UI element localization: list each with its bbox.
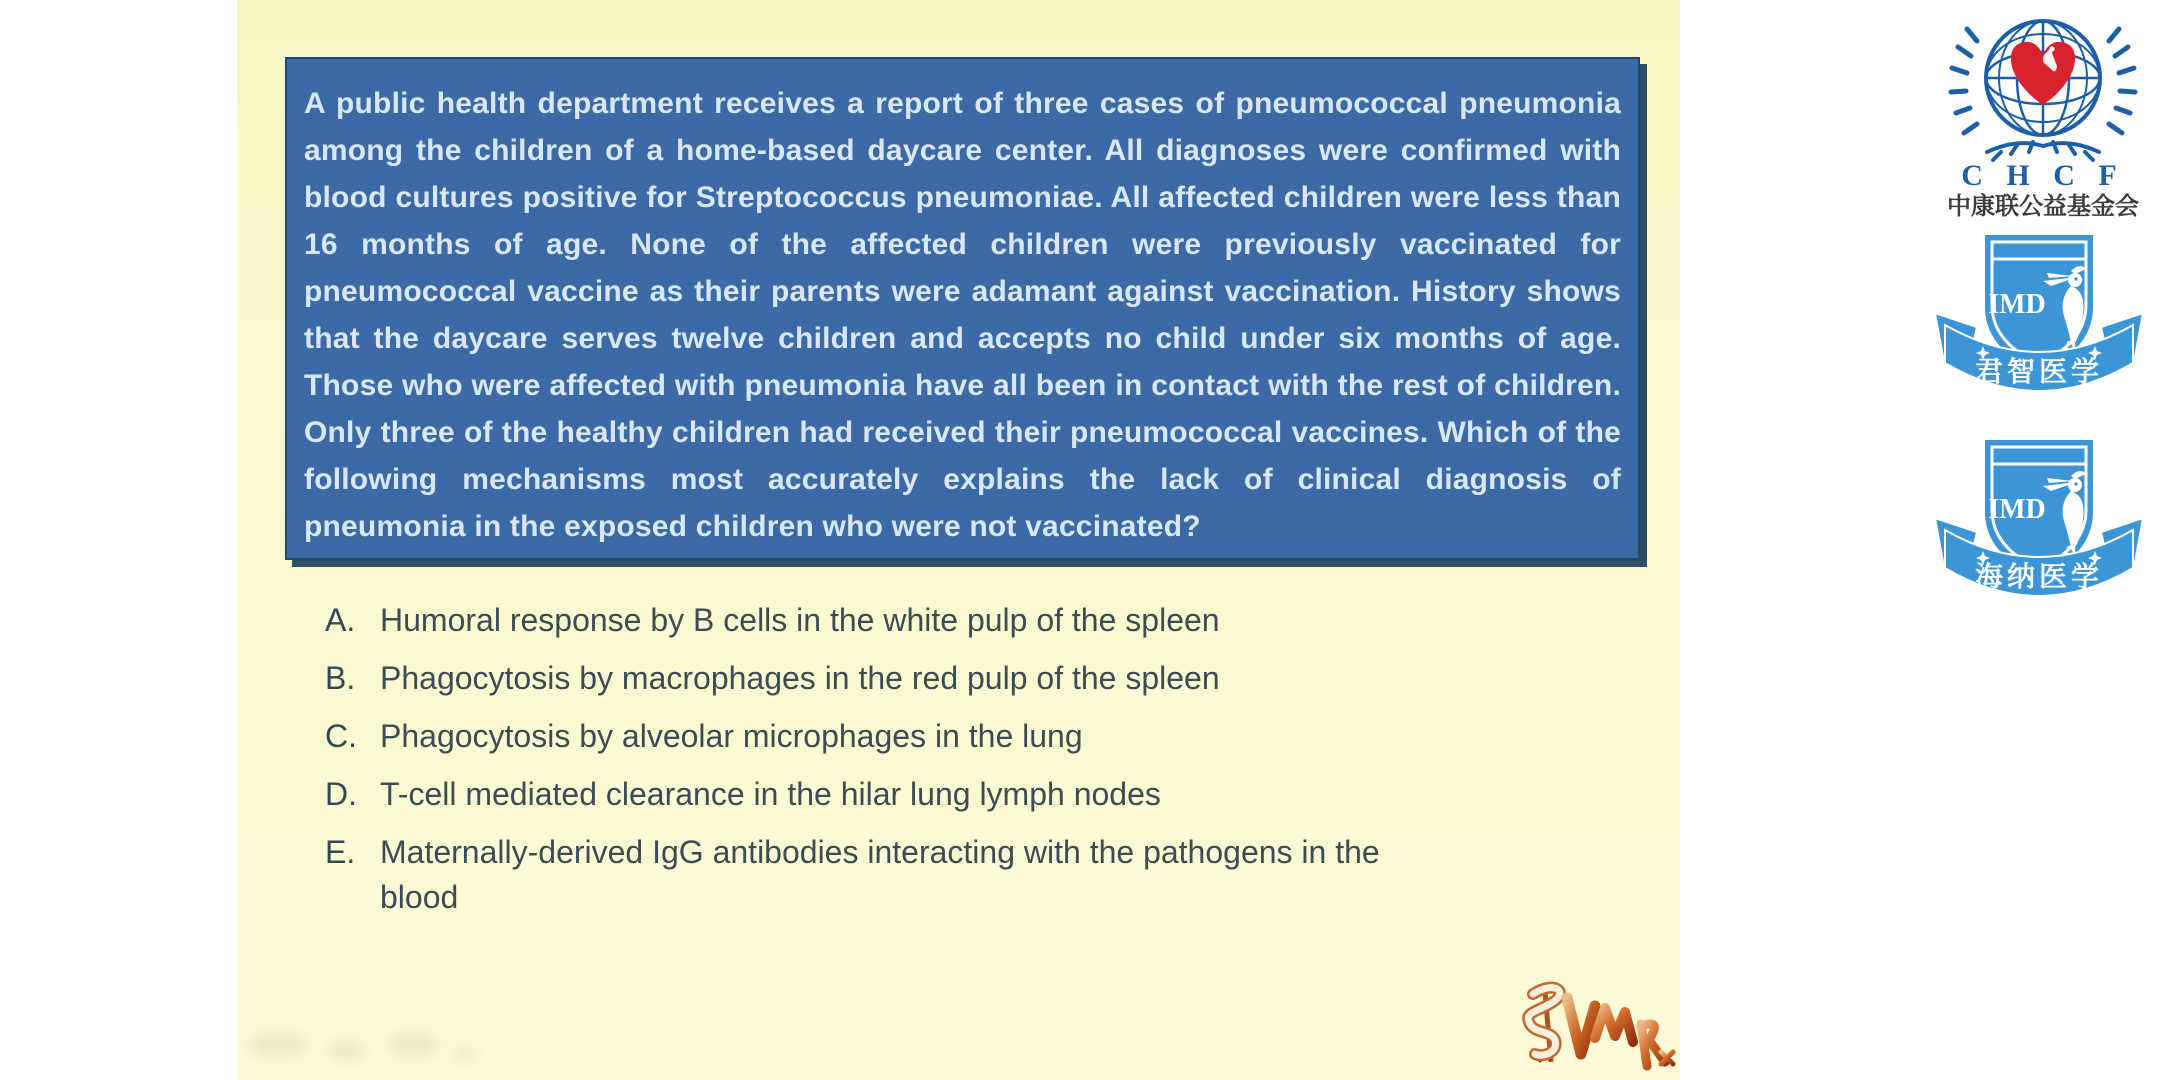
option-b-letter: B.	[325, 660, 356, 696]
option-e-letter: E.	[325, 834, 356, 870]
option-b	[325, 656, 1395, 701]
option-a-letter: A.	[325, 602, 356, 638]
smudge-mark	[248, 1032, 308, 1058]
vmrx-watermark-logo	[1515, 978, 1685, 1073]
option-a-text: Humoral response by B cells in the white pulp of the spleen	[380, 602, 1220, 638]
option-a	[325, 598, 1395, 643]
option-d-text: T-cell mediated clearance in the hilar lung lymph nodes	[380, 776, 1161, 812]
question-box	[285, 57, 1640, 560]
slide-background	[237, 0, 1680, 1080]
option-c	[325, 714, 1395, 759]
option-d-letter: D.	[325, 776, 357, 812]
smudge-mark	[452, 1047, 478, 1061]
answer-options	[325, 598, 1395, 933]
chcf-chinese-name: 中康联公益基金会	[1947, 193, 2139, 220]
option-e-text: Maternally-derived IgG antibodies interacting with the pathogens in the blood	[380, 834, 1380, 915]
option-d	[325, 772, 1395, 817]
smudge-mark	[387, 1032, 439, 1058]
option-c-letter: C.	[325, 718, 357, 754]
caduceus-staff-icon	[1528, 988, 1560, 1062]
option-b-text: Phagocytosis by macrophages in the red pulp of the spleen	[380, 660, 1220, 696]
imd-badge-junzhi	[1933, 229, 2145, 434]
imd-shield-text: IMD	[1988, 289, 2046, 320]
chcf-acronym: C H C F	[1961, 159, 2125, 192]
question-text: A public health department receives a report of three cases of pneumococcal pneumonia among the children of a home-based daycare center. All diagnoses were confirmed with blood cultures positive for Streptococcus pneumoniae. All affected children were less than 16 months of age. None of the affected children were previously vaccinated for pneumococcal vaccine as their parents were adamant against vaccination. History shows that the daycare serves twelve children and accepts no child under six months of age. Those who were affected with pneumonia have all been in contact with the rest of children. Only three of the healthy children had received their pneumococcal vaccines. Which of the following mechanisms most accurately explains the lack of clinical diagnosis of pneumonia in the exposed children who were not vaccinated?	[304, 87, 1621, 543]
vmr-letters	[1567, 998, 1673, 1066]
chcf-logo	[1943, 2, 2143, 222]
imd-badge-haina	[1933, 434, 2145, 639]
ribbon-text: 君智医学	[1974, 356, 2104, 387]
smudge-mark	[327, 1040, 367, 1060]
imd-shield-text: IMD	[1988, 494, 2046, 525]
ribbon-text: 海纳医学	[1974, 561, 2104, 592]
option-e	[325, 830, 1395, 920]
option-c-text: Phagocytosis by alveolar microphages in the lung	[380, 718, 1083, 754]
